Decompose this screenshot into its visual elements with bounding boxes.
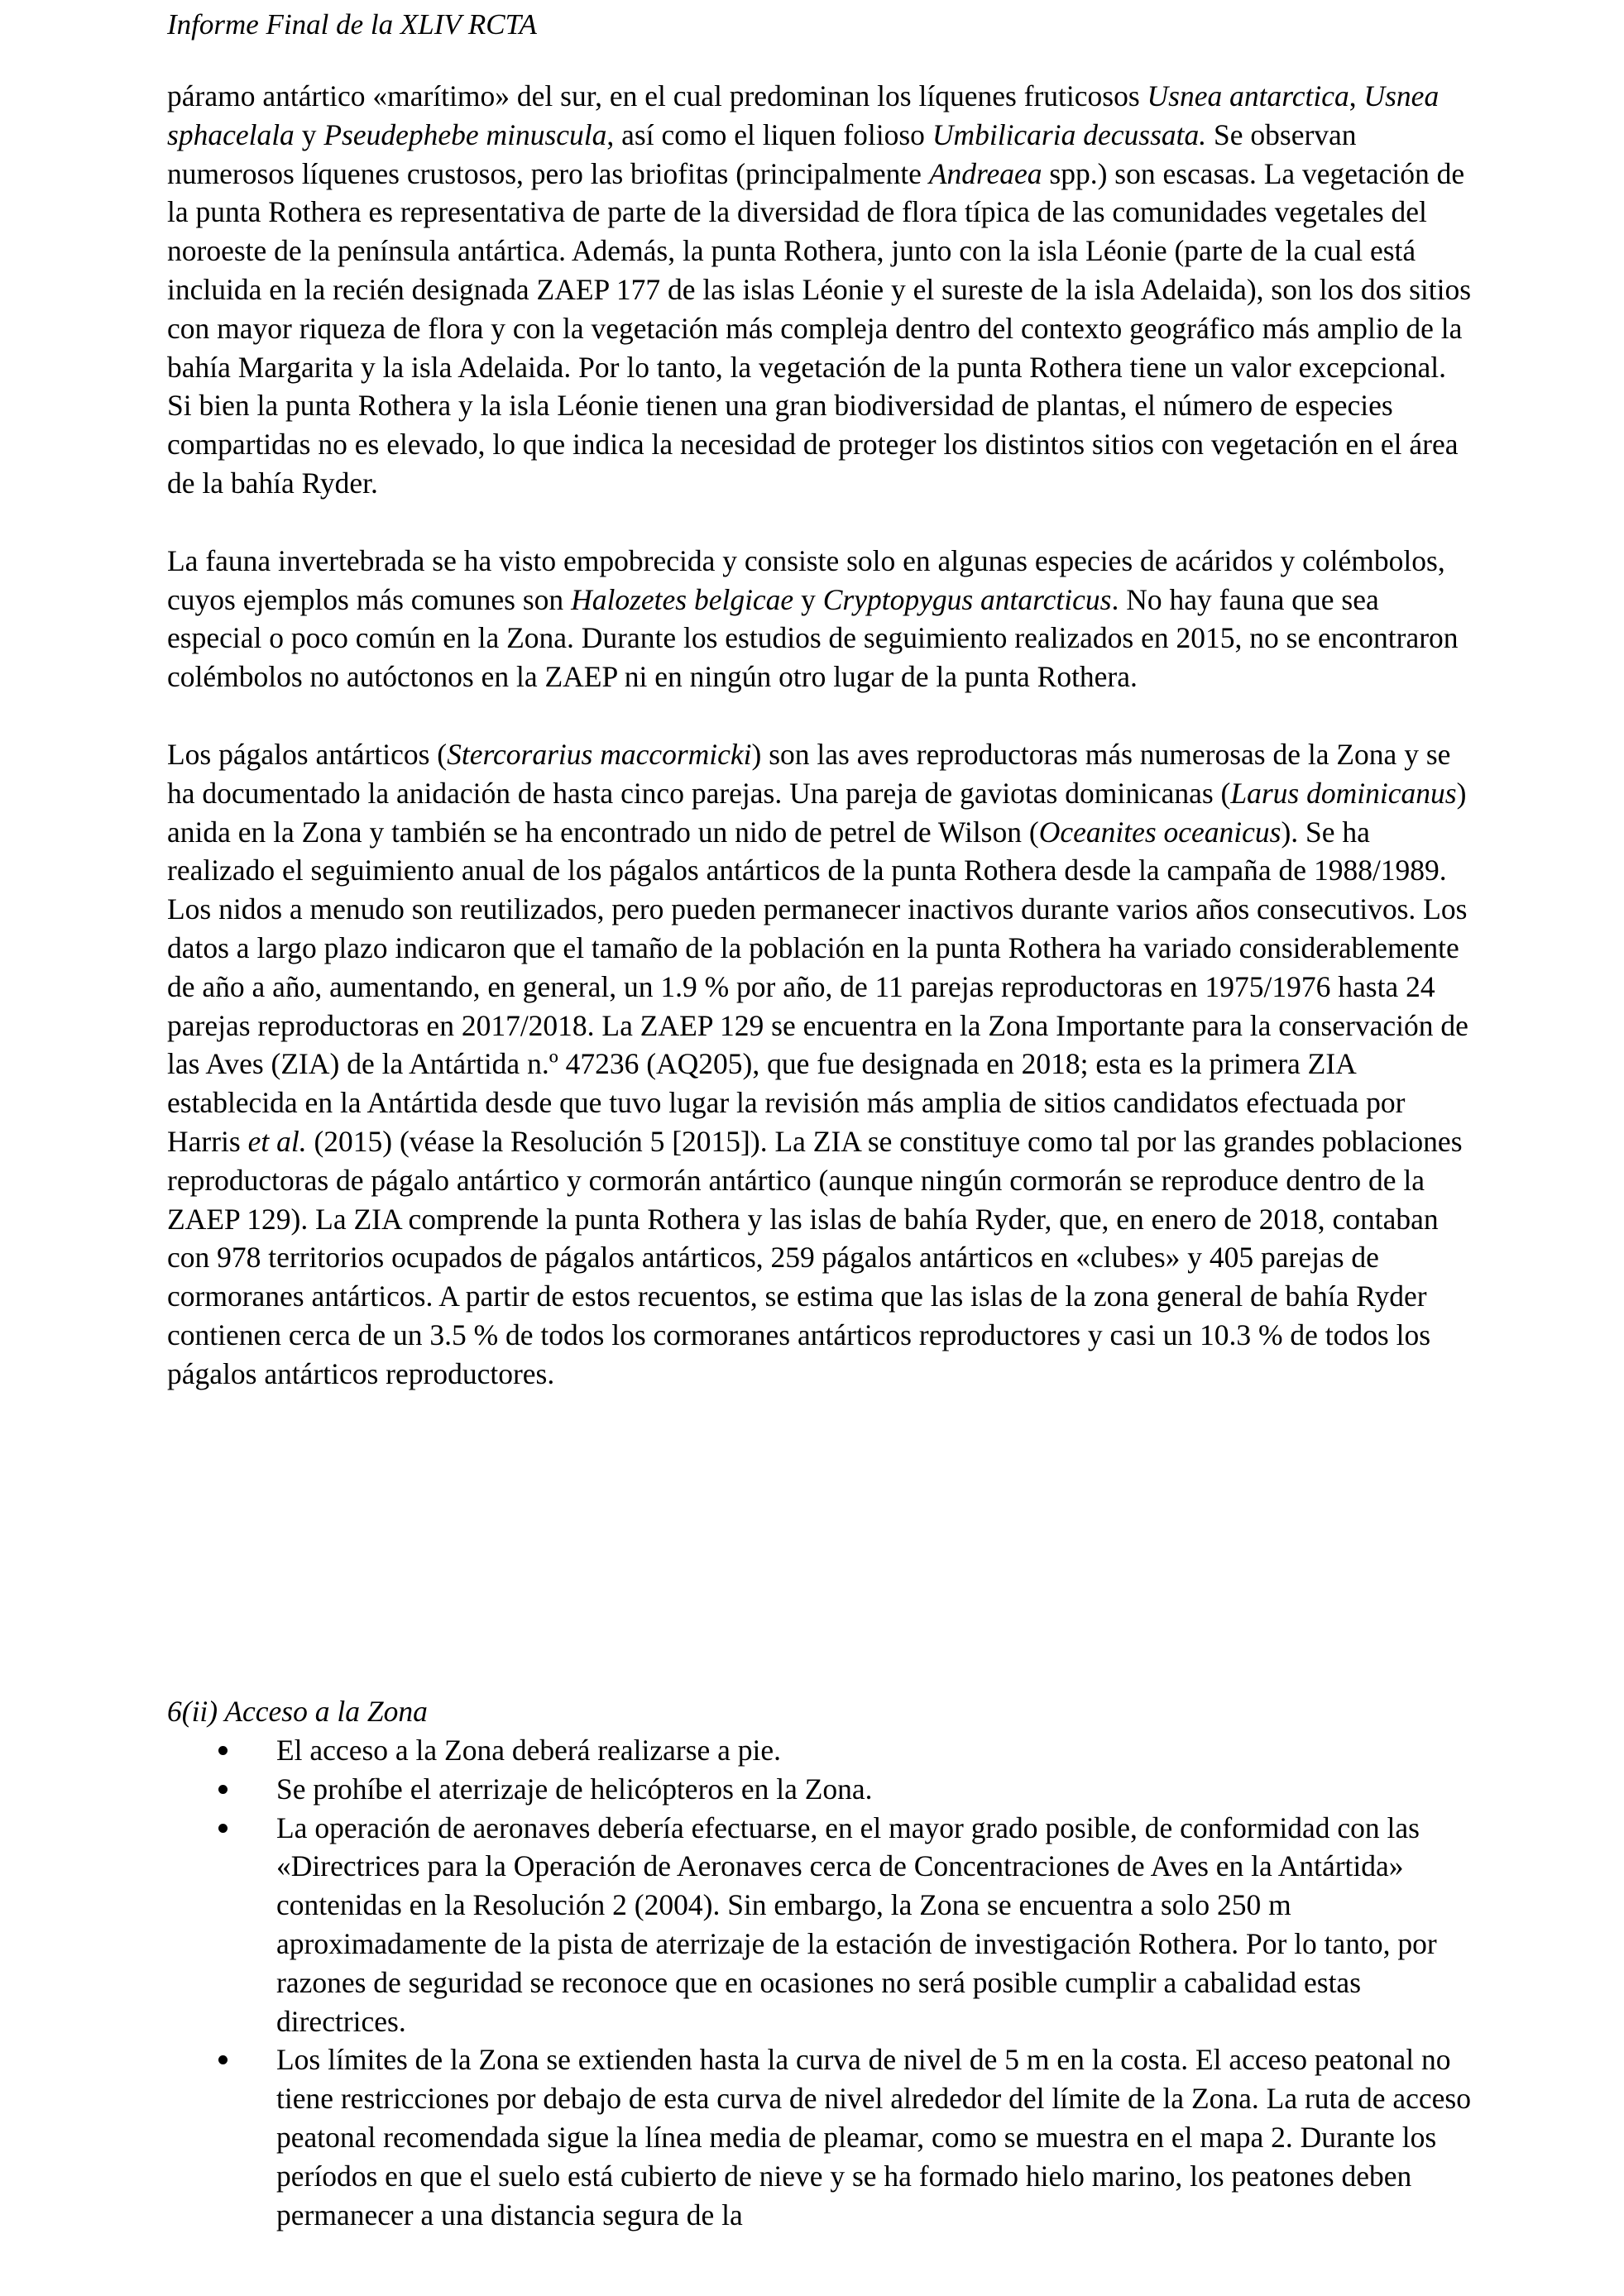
bullet-icon	[218, 1824, 228, 1833]
access-bullet-list	[167, 1731, 1474, 2234]
species-name: Stercorarius maccormicki	[447, 737, 752, 771]
species-name: Cryptopygus antarcticus	[822, 582, 1112, 616]
list-item: El acceso a la Zona deberá realizarse a pie.	[167, 1731, 1474, 1770]
species-name: Halozetes belgicae	[571, 582, 794, 616]
list-item: Los límites de la Zona se extienden hasta la curva de nivel de 5 m en la costa. El acceso peatonal no tiene restricciones por debajo de esta curva de nivel alrededor del límite de la Zona. La ruta de acceso peatonal recomendada sigue la línea media de pleamar, como se muestra en el mapa 2. Durante los períodos en que el suelo está cubierto de nieve y se ha formado hielo marino, los peatones deben permanecer a una distancia segura de la	[167, 2040, 1474, 2234]
body-text	[167, 77, 1474, 1394]
bullet-icon	[218, 1785, 228, 1794]
species-name: Pseudephebe minuscula	[323, 117, 607, 151]
paragraph-invertebrates: La fauna invertebrada se ha visto empobrecida y consiste solo en algunas especies de acáridos y colémbolos, cuyos ejemplos más comunes son Halozetes belgicae y Cryptopygus antarcticus. No hay fauna que sea especial o poco común en la Zona. Durante los estudios de seguimiento realizados en 2015, no se encontraron colémbolos no autóctonos en la ZAEP ni en ningún otro lugar de la punta Rothera.	[167, 543, 1459, 694]
running-header: Informe Final de la XLIV RCTA	[167, 8, 537, 41]
species-name: Oceanites oceanicus	[1038, 815, 1281, 849]
paragraph-birds: Los págalos antárticos (Stercorarius maccormicki) son las aves reproductoras más numerosas de la Zona y se ha documentado la anidación de hasta cinco parejas. Una pareja de gaviotas dominicanas (Larus dominicanus) anida en la Zona y también se ha encontrado un nido de petrel de Wilson (Oceanites oceanicus). Se ha realizado el seguimiento anual de los págalos antárticos de la punta Rothera desde la campaña de 1988/1989. Los nidos a menudo son reutilizados, pero pueden permanecer inactivos durante varios años consecutivos. Los datos a largo plazo indicaron que el tamaño de la población en la punta Rothera ha variado considerablemente de año a año, aumentando, en general, un 1.9 % por año, de 11 parejas reproductoras en 1975/1976 hasta 24 parejas reproductoras en 2017/2018. La ZAEP 129 se encuentra en la Zona Importante para la conservación de las Aves (ZIA) de la Antártida n.º 47236 (AQ205), que fue designada en 2018; esta es la primera ZIA establecida en la Antártida desde que tuvo lugar la revisión más amplia de sitios candidatos efectuada por Harris et al. (2015) (véase la Resolución 5 [2015]). La ZIA se constituye como tal por las grandes poblaciones reproductoras de págalo antártico y cormorán antártico (aunque ningún cormorán se reproduce dentro de la ZAEP 129). La ZIA comprende la punta Rothera y las islas de bahía Ryder, que, en enero de 2018, contaban con 978 territorios ocupados de págalos antárticos, 259 págalos antárticos en «clubes» y 405 parejas de cormoranes antárticos. A partir de estos recuentos, se estima que las islas de la zona general de bahía Ryder contienen cerca de un 3.5 % de todos los cormoranes antárticos reproductores y casi un 10.3 % de todos los págalos antárticos reproductores.	[167, 737, 1468, 1390]
species-name: Umbilicaria decussata.	[932, 117, 1207, 151]
bullet-icon	[218, 1746, 228, 1755]
species-name: Usnea sphacelala	[167, 79, 1440, 151]
species-name: Andreaea	[928, 156, 1042, 190]
bullet-icon	[218, 2055, 228, 2064]
species-name: Larus dominicanus	[1230, 776, 1457, 810]
list-item: La operación de aeronaves debería efectuarse, en el mayor grado posible, de conformidad con las «Directrices para la Operación de Aeronaves cerca de Concentraciones de Aves en la Antártida» contenidas en la Resolución 2 (2004). Sin embargo, la Zona se encuentra a solo 250 m aproximadamente de la pista de aterrizaje de la estación de investigación Rothera. Por lo tanto, por razones de seguridad se reconoce que en ocasiones no será posible cumplir a cabalidad estas directrices.	[167, 1809, 1474, 2041]
species-name: Usnea antarctica	[1147, 79, 1349, 112]
paragraph-vegetation: páramo antártico «marítimo» del sur, en el cual predominan los líquenes fruticosos Usnea antarctica, Usnea sphacelala y Pseudephebe minuscula, así como el liquen folioso Umbilicaria decussata. Se observan numerosos líquenes crustosos, pero las briofitas (principalmente Andreaea spp.) son escasas. La vegetación de la punta Rothera es representativa de parte de la diversidad de flora típica de las comunidades vegetales del noroeste de la península antártica. Además, la punta Rothera, junto con la isla Léonie (parte de la cual está incluida en la recién designada ZAEP 177 de las islas Léonie y el sureste de la isla Adelaida), son los dos sitios con mayor riqueza de flora y con la vegetación más compleja dentro del contexto geográfico más amplio de la bahía Margarita y la isla Adelaida. Por lo tanto, la vegetación de la punta Rothera tiene un valor excepcional. Si bien la punta Rothera y la isla Léonie tienen una gran biodiversidad de plantas, el número de especies compartidas no es elevado, lo que indica la necesidad de proteger los distintos sitios con vegetación en el área de la bahía Ryder.	[167, 79, 1472, 500]
list-item: Se prohíbe el aterrizaje de helicópteros en la Zona.	[167, 1770, 1474, 1809]
section-heading-access: 6(ii) Acceso a la Zona	[167, 1695, 428, 1728]
citation-etal: et al.	[247, 1124, 307, 1158]
